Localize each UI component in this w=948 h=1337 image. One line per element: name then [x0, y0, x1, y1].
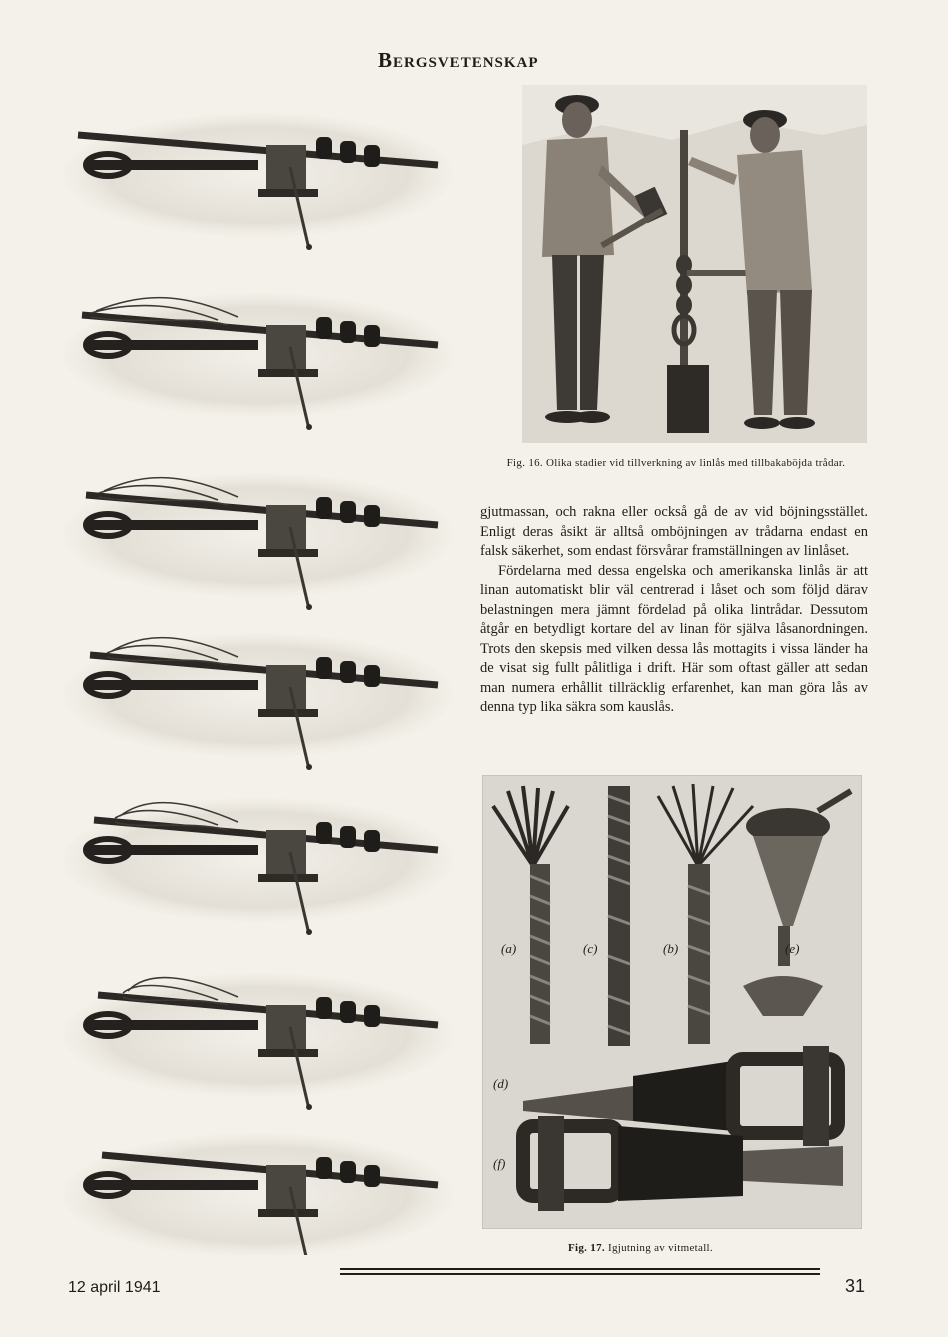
label-f: (f) [493, 1156, 506, 1171]
page-number: 31 [845, 1276, 866, 1296]
footer-rule-bottom [340, 1273, 820, 1275]
body-paragraph: Fördelarna med dessa engelska och amerikanska linlås är att linan automatiskt blir väl centrerad i låset och som följd därav belastningen mera jämnt fördelad på olika lintrådar. Dessutom åtgår en betydligt kortare del av linan för själva låsanordningen. Trots den skepsis med vilken dessa lås mottagits i vissa länder ha de visat sig fullt pålitliga i drift. Här som oftast gäller att sedan man numera erhållit tillräcklig erfarenhet, kan man göra lås av denna typ lika säkra som kauslås. [480, 562, 868, 715]
running-header: Bergsvetenskap [378, 48, 539, 72]
figure-16-caption [480, 457, 872, 470]
workers-photo [522, 85, 867, 443]
figure-16-label: Fig. 16. [506, 457, 543, 469]
figure-17-illustration [483, 776, 861, 1228]
issue-date: 12 april 1941 [68, 1279, 161, 1296]
figure-17-text: Igjutning av vitmetall. [608, 1242, 713, 1254]
label-c: (c) [583, 941, 598, 956]
label-a: (a) [501, 941, 517, 956]
cable-stage [63, 798, 453, 935]
cable-stage [63, 473, 453, 610]
figure-17-label: Fig. 17. [568, 1242, 605, 1254]
cable-stage [63, 973, 453, 1110]
cable-stages-illustration [58, 95, 463, 1255]
workers-photo-image [522, 85, 867, 443]
body-paragraph: gjutmassan, och rakna eller också gå de av vid böjningsstället. Enligt deras åsikt är alltså omböjningen av trådarna endast en falsk säkerhet, som endast försvårar framställningen av linlåset. [480, 504, 868, 559]
rope-c [608, 786, 630, 1046]
figure-17-image [482, 775, 862, 1229]
label-b: (b) [663, 941, 679, 956]
cable-stage [63, 633, 453, 770]
footer-rule-top [340, 1268, 820, 1270]
cable-stage [63, 293, 453, 430]
cable-stage [63, 113, 453, 250]
cable-stage [63, 1133, 453, 1255]
figure-16-stages [58, 95, 463, 1255]
figure-16-text: Olika stadier vid tillverkning av linlås med tillbakaböjda trådar. [546, 457, 846, 469]
article-body [480, 503, 868, 718]
label-d: (d) [493, 1076, 509, 1091]
label-e: (e) [785, 941, 800, 956]
figure-17-caption [568, 1242, 713, 1254]
